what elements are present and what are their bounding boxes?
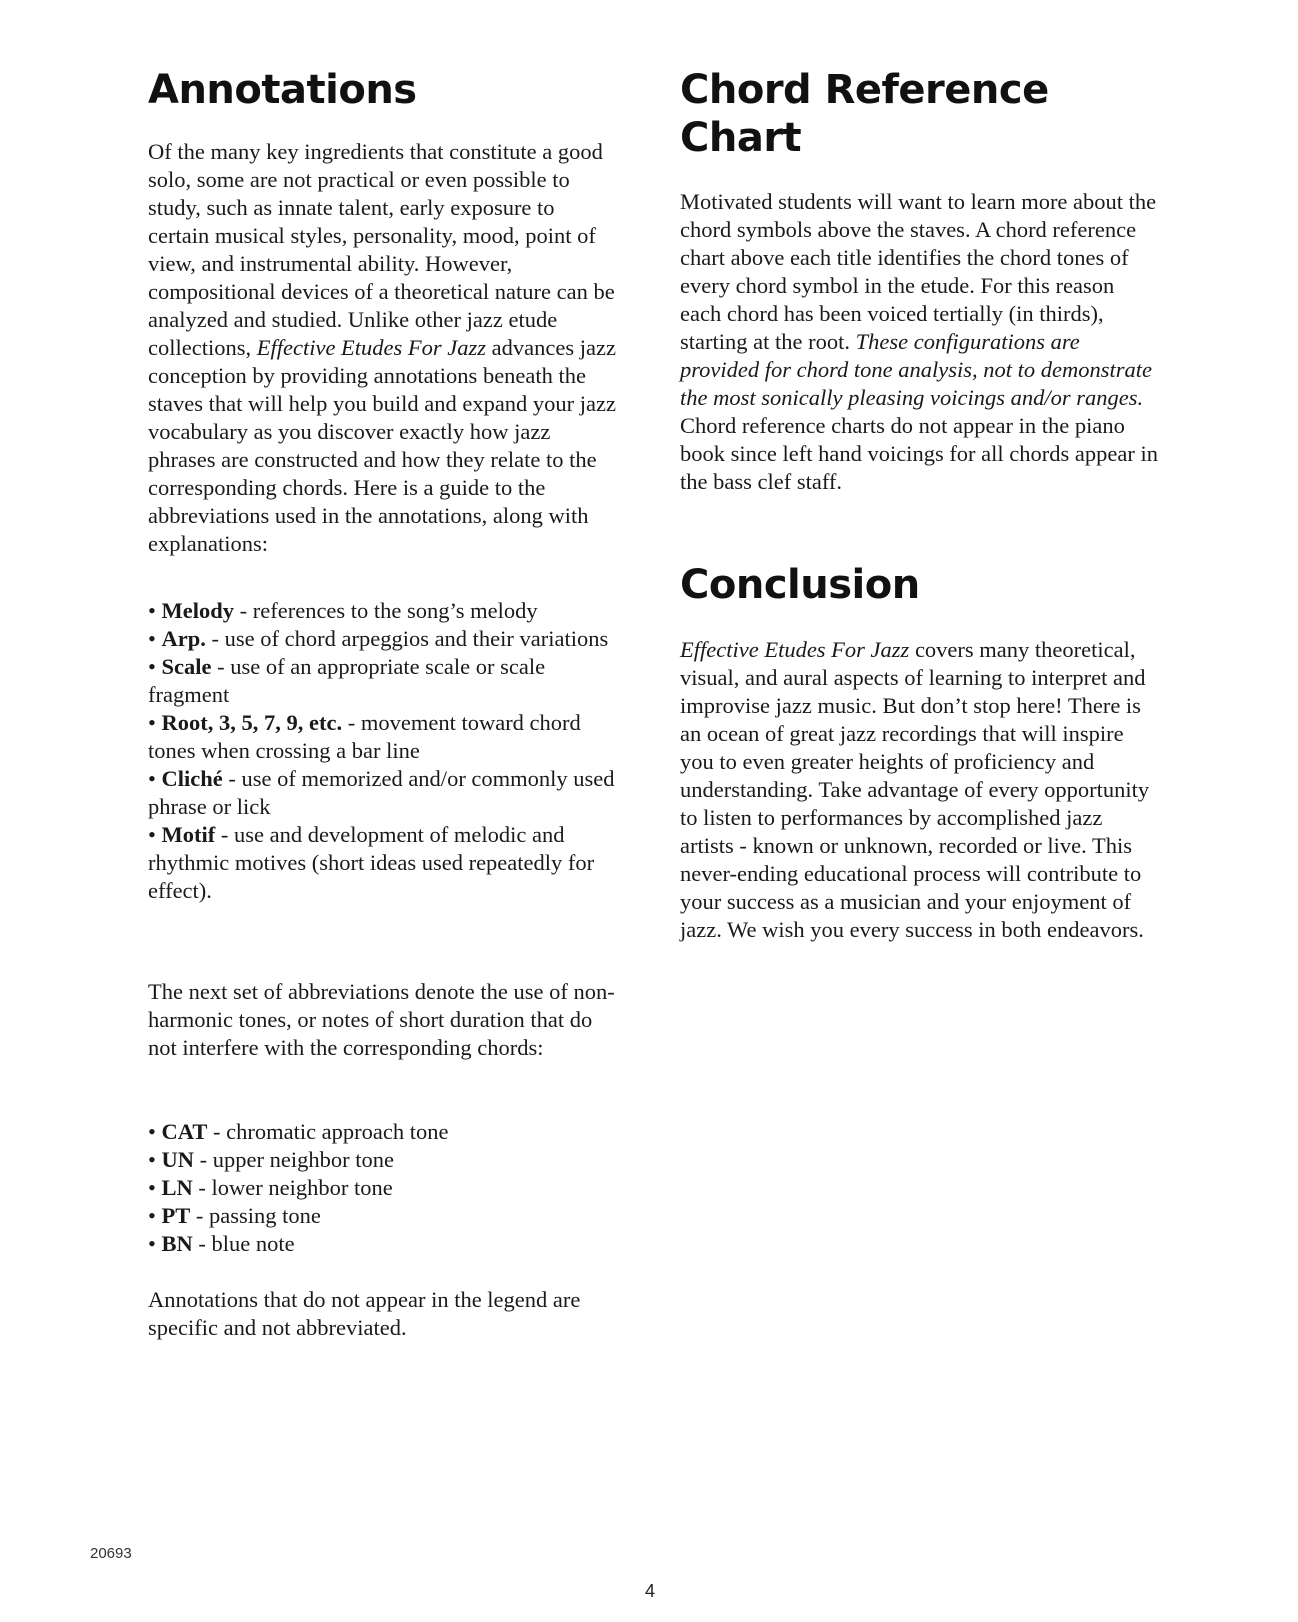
chord-reference-italic-note: These configurations are provided for chord tone analysis, not to demonstrate the most sonically pleasing voicings and/or ranges.: [680, 329, 1153, 410]
bullet-term: CAT: [161, 1119, 208, 1144]
chord-reference-text-1: Motivated students will want to learn more about the chord symbols above the staves. A chord reference chart above each title identifies the chord tones of every chord symbol in the etude. For this reason each chord has been voiced tertially (in thirds), starting at the root.: [680, 189, 1157, 354]
conclusion-heading: Conclusion: [680, 562, 920, 608]
non-harmonic-intro: The next set of abbreviations denote the use of non-harmonic tones, or notes of short duration that do not interfere with the corresponding chords:: [148, 979, 615, 1060]
bullet-desc: - chromatic approach tone: [207, 1119, 449, 1144]
bullet-desc: - use of chord arpeggios and their variations: [205, 626, 609, 651]
bullet-term: PT: [161, 1203, 191, 1228]
list-item: • UN - upper neighbor tone: [148, 1147, 394, 1172]
list-item: • Motif - use and development of melodic and rhythmic motives (short ideas used repeatedly for effect).: [148, 822, 595, 903]
list-item: • PT - passing tone: [148, 1203, 321, 1228]
bullet-term: LN: [161, 1175, 193, 1200]
annotations-intro-text-1: Of the many key ingredients that constitute a good solo, some are not practical or even possible to study, such as innate talent, early exposure to certain musical styles, personality, mood, point of view, and instrumental ability. However, compositional devices of a theoretical nature can be analyzed and studied. Unlike other jazz etude collections,: [148, 139, 615, 360]
list-item: • Root, 3, 5, 7, 9, etc. - movement toward chord tones when crossing a bar line: [148, 710, 581, 763]
chord-reference-body: [680, 188, 1160, 496]
page-number: 4: [645, 1581, 656, 1601]
conclusion-book-title: Effective Etudes For Jazz: [680, 637, 910, 662]
conclusion-text: covers many theoretical, visual, and aural aspects of learning to interpret and improvise jazz music. But don’t stop here! There is an ocean of great jazz recordings that will inspire you to even greater heights of proficiency and understanding. Take advantage of every opportunity to listen to performances by accomplished jazz artists - known or unknown, recorded or live. This never-ending educational process will contribute to your success as a musician and your enjoyment of jazz. We wish you every success in both endeavors.: [680, 637, 1150, 942]
bullet-term: Cliché: [161, 766, 223, 791]
bullet-desc: - lower neighbor tone: [192, 1175, 393, 1200]
list-item: • BN - blue note: [148, 1231, 295, 1256]
bullet-term: UN: [161, 1147, 195, 1172]
non-harmonic-tone-list: [148, 1118, 618, 1258]
chord-reference-heading: Chord Reference Chart: [680, 67, 1049, 161]
bullet-desc: - use of an appropriate scale or scale fragment: [148, 654, 546, 707]
catalog-number: 20693: [90, 1545, 132, 1562]
bullet-desc: - use and development of melodic and rhythmic motives (short ideas used repeatedly for effect).: [148, 822, 595, 903]
bullet-term: Scale: [161, 654, 212, 679]
annotations-intro: [148, 138, 618, 558]
list-item: • Arp. - use of chord arpeggios and their variations: [148, 626, 609, 651]
bullet-desc: - upper neighbor tone: [194, 1147, 394, 1172]
bullet-term: BN: [161, 1231, 193, 1256]
chord-reference-text-2: Chord reference charts do not appear in the piano book since left hand voicings for all chords appear in the bass clef staff.: [680, 413, 1158, 494]
list-item: • CAT - chromatic approach tone: [148, 1119, 449, 1144]
bullet-term: Motif: [161, 822, 216, 847]
bullet-term: Arp.: [161, 626, 206, 651]
annotations-heading: Annotations: [148, 67, 417, 113]
conclusion-body: [680, 636, 1160, 944]
list-item: • Scale - use of an appropriate scale or scale fragment: [148, 654, 546, 707]
bullet-desc: - blue note: [192, 1231, 295, 1256]
bullet-desc: - references to the song’s melody: [234, 598, 538, 623]
annotations-intro-text-2: advances jazz conception by providing annotations beneath the staves that will help you build and expand your jazz vocabulary as you discover exactly how jazz phrases are constructed and how they relate to the corresponding chords. Here is a guide to the abbreviations used in the annotations, along with explanations:: [148, 335, 617, 556]
bullet-desc: - use of memorized and/or commonly used phrase or lick: [148, 766, 615, 819]
annotations-intro-book-title: Effective Etudes For Jazz: [256, 335, 487, 360]
annotations-closing: Annotations that do not appear in the legend are specific and not abbreviated.: [148, 1287, 581, 1340]
bullet-desc: - movement toward chord tones when crossing a bar line: [148, 710, 581, 763]
bullet-term: Root, 3, 5, 7, 9, etc.: [161, 710, 343, 735]
list-item: • Melody - references to the song’s melody: [148, 598, 538, 623]
annotation-abbreviation-list: [148, 597, 618, 905]
list-item: • Cliché - use of memorized and/or commonly used phrase or lick: [148, 766, 615, 819]
bullet-desc: - passing tone: [190, 1203, 321, 1228]
list-item: • LN - lower neighbor tone: [148, 1175, 393, 1200]
bullet-term: Melody: [161, 598, 235, 623]
